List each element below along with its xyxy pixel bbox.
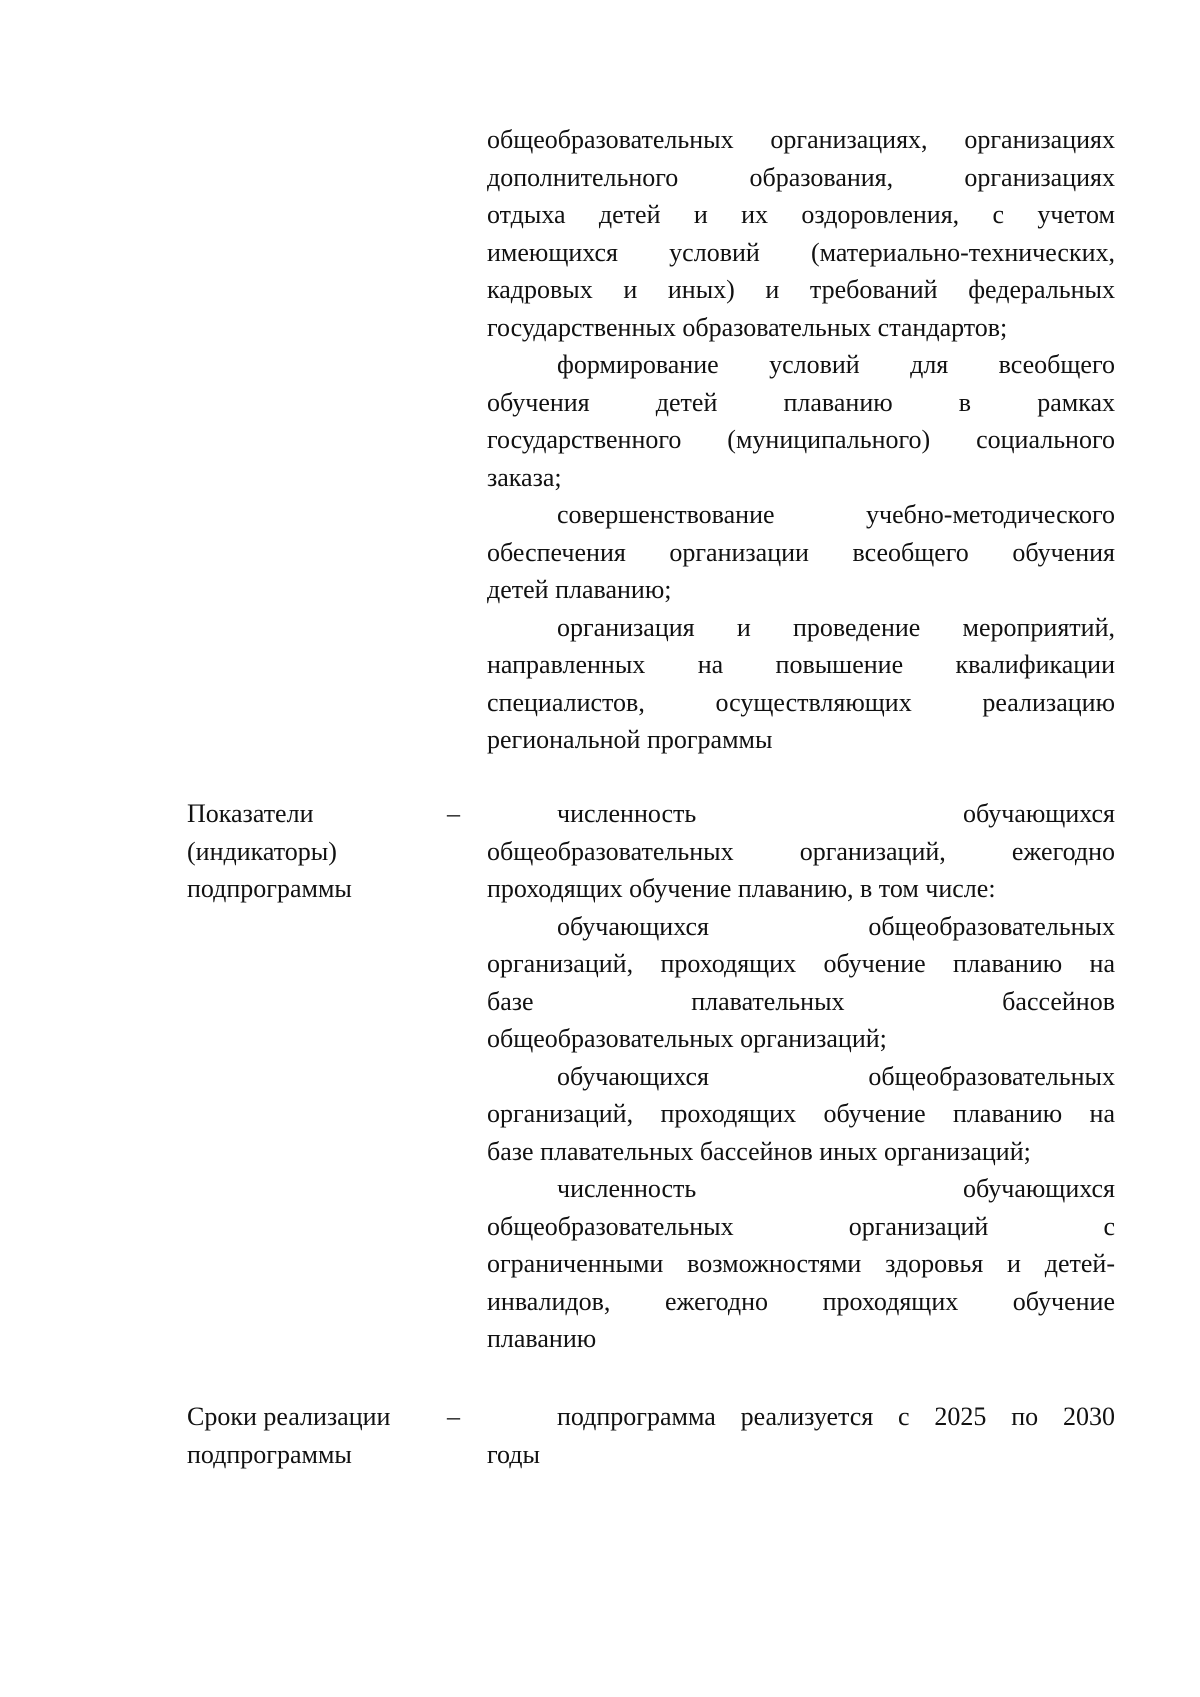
paragraph [487,1170,1115,1358]
text-line: детей плаванию; [487,575,672,604]
text-line: обеспечения организации всеобщего обучения [487,537,1115,567]
paragraph [487,496,1115,609]
text-line: организаций, проходящих обучение плаванию на [487,1099,1115,1128]
paragraph [487,908,1115,1058]
text-line: формирование условий для всеобщего [557,350,1115,379]
text-line: базе плавательных бассейнов иных организаций; [487,1136,1031,1166]
paragraph [487,1398,1115,1473]
text-line: общеобразовательных организаций, ежегодно [487,836,1115,866]
text-line: государственного (муниципального) социального [487,425,1115,454]
indicators-label-line: (индикаторы) [187,836,337,866]
text-line: направленных на повышение квалификации [487,650,1115,679]
text-line: специалистов, осуществляющих реализацию [487,687,1115,717]
text-line: обучающихся общеобразовательных [557,1061,1115,1091]
text-line: ограниченными возможностями здоровья и детей- [487,1249,1115,1278]
text-line: годы [487,1439,540,1469]
text-line: дополнительного образования, организациях [487,162,1115,192]
indicators-label [187,795,427,908]
text-line: базе плавательных бассейнов [487,986,1115,1016]
text-line: кадровых и иных) и требований федеральных [487,275,1115,304]
text-line: численность обучающихся [557,1174,1115,1203]
text-line: имеющихся условий (материально-технических, [487,237,1115,267]
indicators-label-line: подпрограммы [187,874,352,903]
text-line: организация и проведение мероприятий, [557,612,1115,642]
paragraph [487,121,1115,346]
text-line: совершенствование учебно-методического [557,500,1115,529]
text-line: общеобразовательных организациях, организациях [487,125,1115,154]
timeline-dash: – [447,1402,460,1431]
text-line: подпрограмма реализуется с 2025 по 2030 [557,1402,1115,1431]
text-line: численность обучающихся [557,799,1115,828]
text-line: обучения детей плаванию в рамках [487,387,1115,417]
text-line: организаций, проходящих обучение плаванию на [487,949,1115,978]
text-line: общеобразовательных организаций с [487,1211,1115,1241]
text-line: инвалидов, ежегодно проходящих обучение [487,1286,1115,1316]
tasks-continuation-body [487,121,1115,759]
indicators-dash: – [447,799,460,828]
indicators-body [487,795,1115,1358]
text-line: проходящих обучение плаванию, в том числе: [487,874,996,903]
indicators-label-line: Показатели [187,799,314,828]
text-line: государственных образовательных стандартов; [487,312,1008,342]
timeline-label [187,1398,427,1473]
paragraph [487,346,1115,496]
text-line: заказа; [487,462,562,492]
text-line: обучающихся общеобразовательных [557,911,1115,941]
paragraph [487,795,1115,908]
timeline-label-line: подпрограммы [187,1439,352,1469]
text-line: плаванию [487,1324,597,1353]
text-line: региональной программы [487,725,773,754]
text-line: общеобразовательных организаций; [487,1024,887,1053]
paragraph [487,609,1115,759]
text-line: отдыха детей и их оздоровления, с учетом [487,200,1115,229]
timeline-body [487,1398,1115,1473]
timeline-label-line: Сроки реализации [187,1402,391,1431]
paragraph [487,1058,1115,1171]
